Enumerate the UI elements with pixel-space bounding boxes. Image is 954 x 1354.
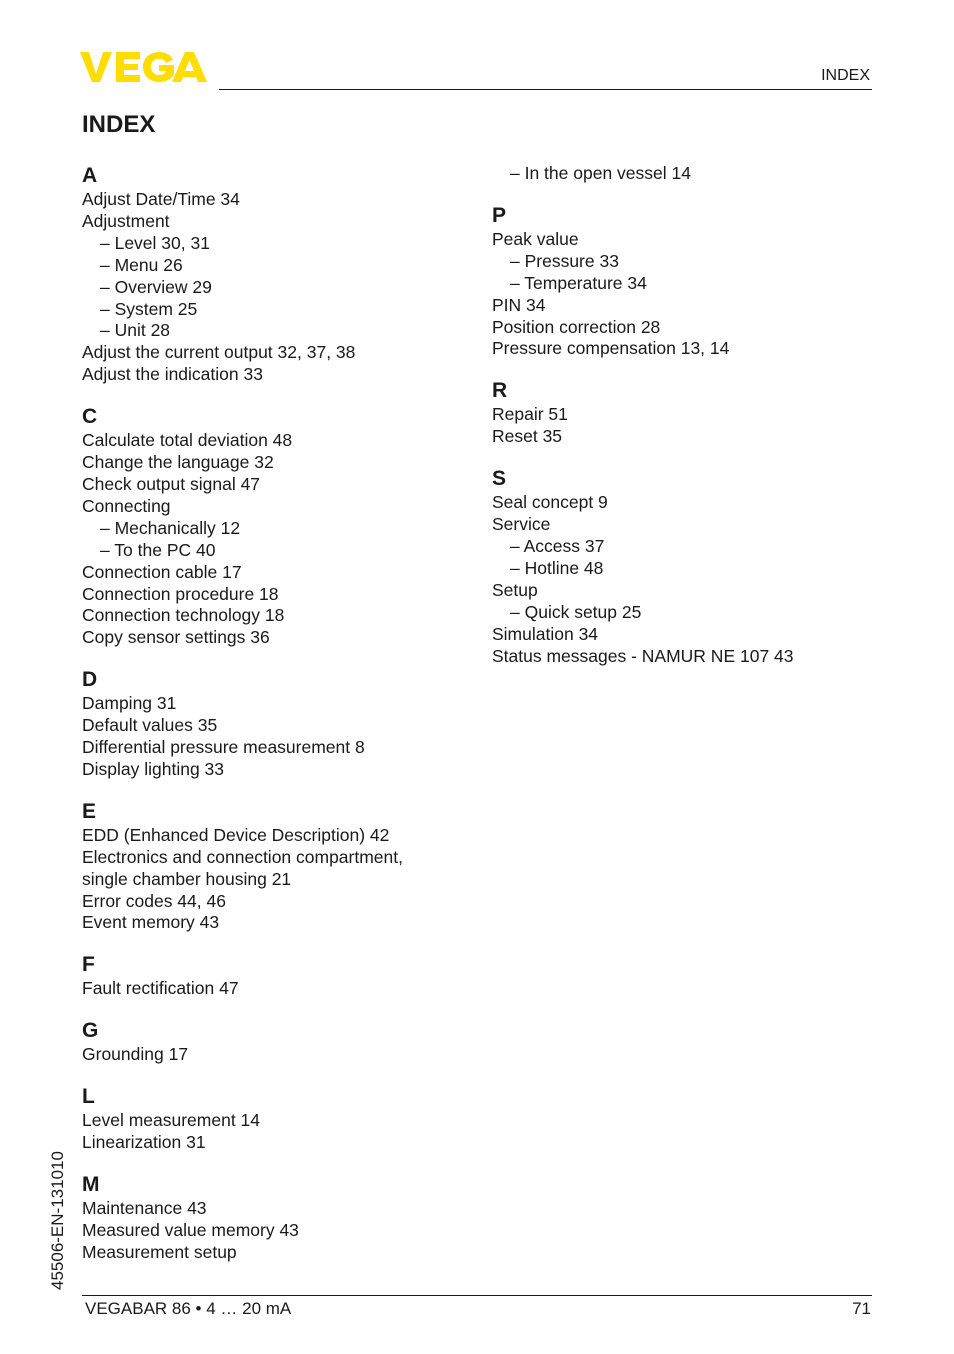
index-entry: PIN 34	[492, 294, 546, 315]
index-subentry: – To the PC 40	[100, 539, 216, 560]
footer-product: VEGABAR 86 • 4 … 20 mA	[85, 1299, 292, 1318]
index-subentry: – Menu 26	[100, 254, 183, 275]
index-subentry: – Pressure 33	[510, 250, 619, 271]
index-entry: Measured value memory 43	[82, 1219, 299, 1240]
index-subentry: – System 25	[100, 298, 198, 319]
index-entry: single chamber housing 21	[82, 868, 292, 889]
index-entry: Connection technology 18	[82, 605, 285, 626]
index-entry: Adjust Date/Time 34	[82, 189, 240, 209]
index-section	[82, 1172, 482, 1264]
index-entry: Adjust the indication 33	[82, 364, 263, 385]
index-entry: Electronics and connection compartment,	[82, 846, 403, 867]
header-section-label: INDEX	[821, 67, 870, 84]
index-section	[82, 799, 482, 935]
index-letter-heading: S	[492, 467, 507, 491]
index-entry: Calculate total deviation 48	[82, 430, 293, 451]
index-entry: Change the language 32	[82, 452, 274, 473]
index-letter-heading: A	[82, 164, 98, 187]
index-subentry: – Hotline 48	[510, 557, 604, 578]
index-entry: Differential pressure measurement 8	[82, 737, 365, 758]
index-subentry: – Level 30, 31	[100, 232, 210, 253]
index-section	[82, 667, 482, 781]
index-subentry: – Unit 28	[100, 320, 171, 341]
index-letter-heading: M	[82, 1173, 100, 1196]
index-entry: Connection cable 17	[82, 561, 242, 582]
index-subentry: – Temperature 34	[510, 272, 647, 293]
index-entry: Setup	[492, 579, 538, 600]
index-entry: Fault rectification 47	[82, 978, 239, 999]
index-letter-heading: D	[82, 668, 98, 692]
index-section	[82, 163, 482, 386]
index-entry: Display lighting 33	[82, 758, 225, 779]
index-entry: Check output signal 47	[82, 473, 261, 494]
index-entry: Simulation 34	[492, 623, 599, 644]
index-section	[82, 1018, 482, 1066]
index-entry: Position correction 28	[492, 316, 661, 337]
document-code: 45506-EN-131010	[48, 1151, 67, 1290]
index-entry: Connecting	[82, 495, 171, 516]
index-subentry: – Quick setup 25	[510, 601, 642, 622]
index-entry: Adjust the current output 32, 37, 38	[82, 342, 356, 363]
index-subentry: – Access 37	[510, 535, 605, 556]
page-title: INDEX	[82, 111, 156, 138]
index-section	[492, 163, 892, 185]
index-column-left	[82, 163, 482, 1282]
index-section	[82, 1084, 482, 1154]
index-letter-heading: C	[82, 405, 98, 429]
index-entry: Service	[492, 514, 551, 535]
index-subentry: – In the open vessel 14	[510, 163, 691, 183]
index-entry: Adjustment	[82, 210, 170, 231]
index-entry: Event memory 43	[82, 912, 220, 933]
index-entry: Copy sensor settings 36	[82, 627, 270, 648]
index-entry: Pressure compensation 13, 14	[492, 338, 730, 359]
footer-divider	[82, 1295, 872, 1296]
page-number: 71	[852, 1299, 871, 1318]
index-letter-heading: P	[492, 203, 507, 227]
index-letter-heading: R	[492, 379, 508, 403]
index-entry: Connection procedure 18	[82, 583, 279, 604]
index-entry: Measurement setup	[82, 1241, 237, 1262]
index-entry: Error codes 44, 46	[82, 890, 226, 911]
index-section	[492, 203, 892, 360]
index-letter-heading: L	[82, 1085, 95, 1109]
index-section	[82, 404, 482, 649]
index-column-right	[492, 163, 892, 685]
index-entry: Status messages - NAMUR NE 107 43	[492, 645, 794, 666]
index-section	[82, 952, 482, 1000]
index-entry: Peak value	[492, 228, 579, 249]
header-divider	[219, 89, 872, 90]
index-entry: Reset 35	[492, 426, 563, 447]
index-subentry: – Mechanically 12	[100, 517, 241, 538]
vega-logo	[80, 50, 212, 84]
index-entry: Maintenance 43	[82, 1198, 207, 1218]
index-entry: Repair 51	[492, 404, 568, 425]
index-section	[492, 378, 892, 448]
index-entry: Damping 31	[82, 693, 177, 714]
index-entry: EDD (Enhanced Device Description) 42	[82, 824, 390, 845]
index-entry: Linearization 31	[82, 1132, 206, 1153]
index-section	[492, 466, 892, 667]
index-entry: Level measurement 14	[82, 1110, 261, 1131]
index-letter-heading: G	[82, 1019, 99, 1043]
index-subentry: – Overview 29	[100, 276, 212, 297]
index-entry: Grounding 17	[82, 1044, 189, 1065]
index-entry: Seal concept 9	[492, 492, 608, 513]
index-letter-heading: F	[82, 953, 95, 977]
index-letter-heading: E	[82, 799, 97, 823]
index-entry: Default values 35	[82, 715, 218, 736]
